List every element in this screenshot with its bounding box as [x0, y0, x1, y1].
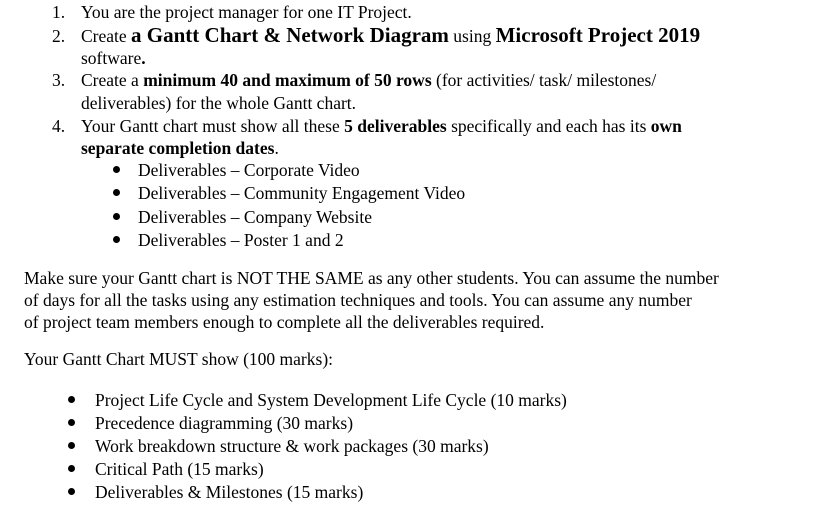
deliverable-item: Deliverables – Community Engagement Video [138, 183, 466, 203]
bullet-icon [113, 236, 120, 243]
list-item-4 [81, 115, 682, 137]
list-item-3-bold: minimum 40 and maximum of 50 rows [143, 70, 432, 90]
list-item-4-bold1: 5 deliverables [344, 116, 447, 136]
list-item-2-mid: using [448, 26, 496, 46]
marks-item: Deliverables & Milestones (15 marks) [95, 482, 364, 502]
list-item-2-cont: software [81, 48, 142, 68]
bullet-icon [68, 419, 75, 426]
list-item-4-pre: Your Gantt chart must show all these [81, 116, 345, 136]
list-item-2 [81, 24, 700, 47]
bullet-icon [68, 396, 75, 403]
bullet-icon [113, 166, 120, 173]
marks-item: Critical Path (15 marks) [95, 459, 264, 479]
marks-heading: Your Gantt Chart MUST show (100 marks): [24, 349, 334, 369]
list-item-4-continuation [81, 137, 279, 159]
paragraph-line-2: of days for all the tasks using any estimation techniques and tools. You can assume any number [24, 290, 692, 310]
list-item-2-cont-end: . [141, 48, 146, 68]
list-item-1: You are the project manager for one IT Project. [81, 2, 412, 22]
list-number-2: 2. [52, 26, 66, 46]
list-item-2-pre: Create [81, 26, 132, 46]
list-item-2-continuation [81, 47, 146, 69]
marks-item: Precedence diagramming (30 marks) [95, 413, 354, 433]
list-item-3-post: (for activities/ task/ milestones/ [431, 70, 657, 90]
list-item-4-mid: specifically and each has its [446, 116, 651, 136]
bullet-icon [113, 189, 120, 196]
list-item-2-bold2: Microsoft Project 2019 [495, 23, 701, 47]
deliverable-item: Deliverables – Poster 1 and 2 [138, 230, 344, 250]
paragraph-line-1: Make sure your Gantt chart is NOT THE SAME as any other students. You can assume the number [24, 268, 719, 288]
deliverable-item: Deliverables – Corporate Video [138, 160, 360, 180]
list-number-4: 4. [52, 116, 66, 136]
marks-item: Work breakdown structure & work packages (30 marks) [95, 436, 489, 456]
list-item-3-continuation: deliverables) for the whole Gantt chart. [81, 93, 357, 113]
list-item-2-bold1: a Gantt Chart & Network Diagram [131, 23, 449, 47]
paragraph-line-3: of project team members enough to complete all the deliverables required. [24, 312, 545, 332]
bullet-icon [68, 488, 75, 495]
list-item-3 [81, 69, 656, 91]
list-number-3: 3. [52, 70, 66, 90]
bullet-icon [113, 213, 120, 220]
list-number-1: 1. [52, 2, 66, 22]
list-item-3-pre: Create a [81, 70, 144, 90]
list-item-4-cont-bold: separate completion dates [81, 138, 275, 158]
list-item-4-cont-end: . [274, 138, 279, 158]
deliverable-item: Deliverables – Company Website [138, 207, 372, 227]
marks-item: Project Life Cycle and System Development Life Cycle (10 marks) [95, 390, 567, 410]
bullet-icon [68, 442, 75, 449]
bullet-icon [68, 465, 75, 472]
list-item-4-bold2: own [650, 116, 682, 136]
